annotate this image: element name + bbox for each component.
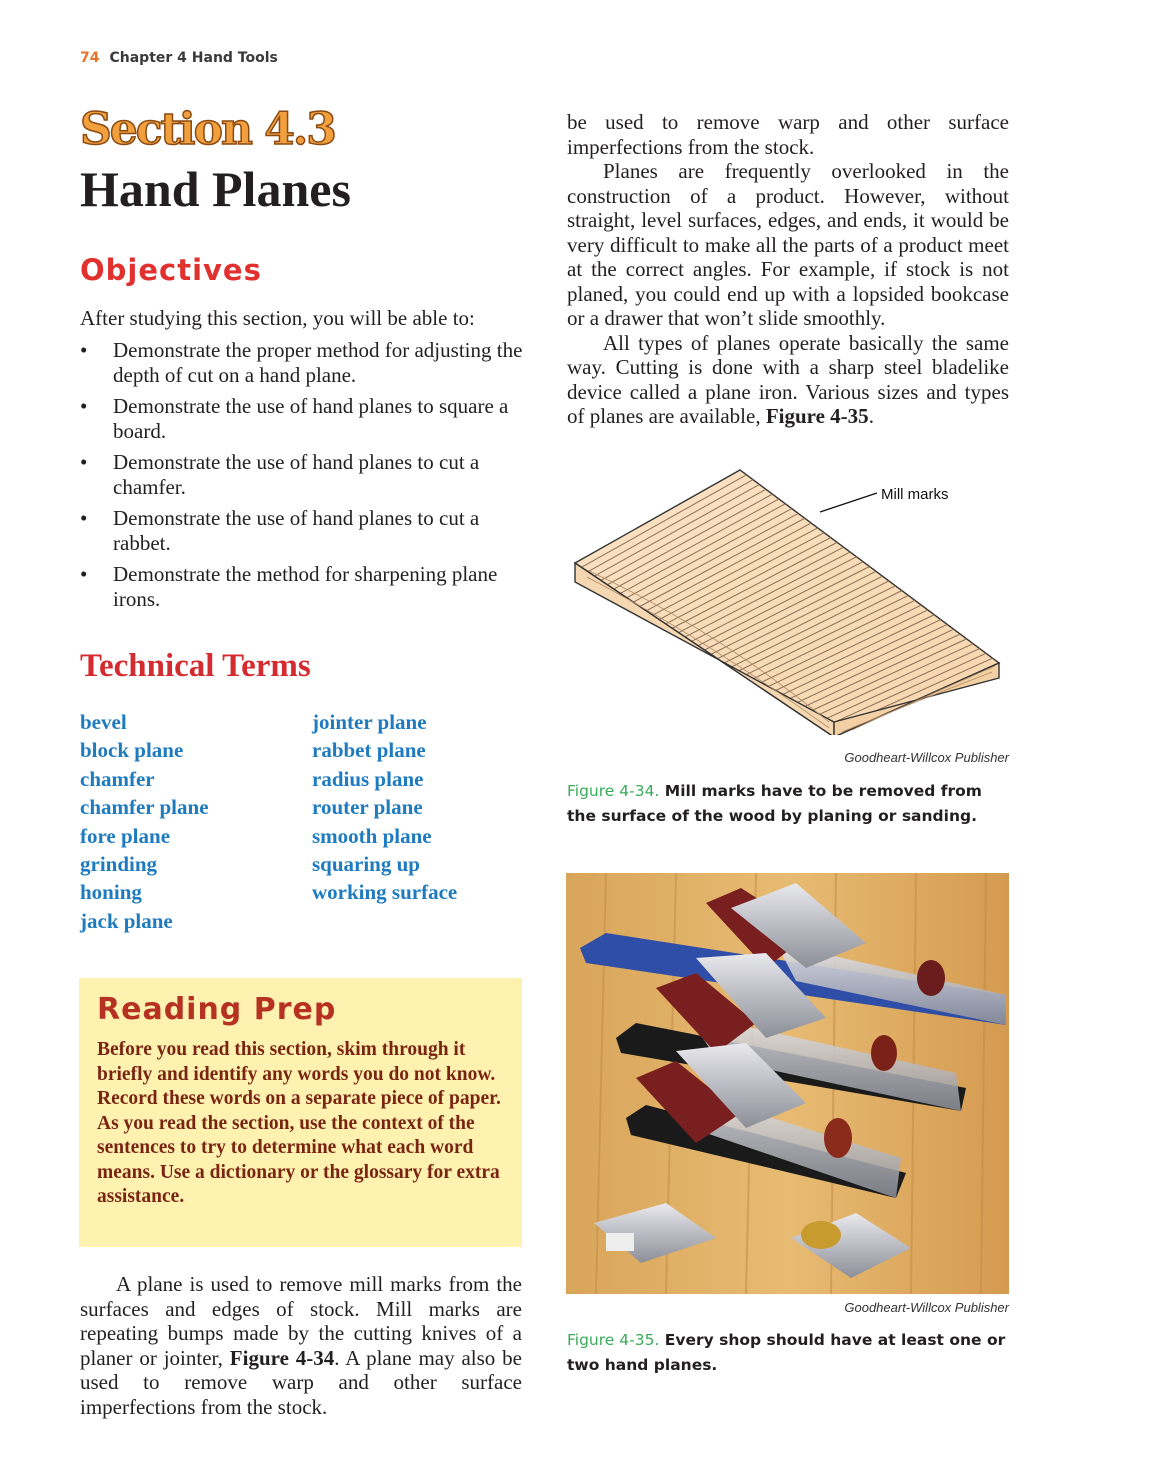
bullet: • (80, 394, 88, 418)
reading-prep-box (79, 978, 522, 1247)
term: bevel (80, 710, 127, 734)
section-title: Hand Planes (80, 161, 351, 217)
figure-4-34-credit: Goodheart-Willcox Publisher (844, 750, 1009, 765)
chapter-title: Chapter 4 Hand Tools (109, 50, 278, 66)
objectives-heading: Objectives (80, 253, 262, 287)
objective-item: • Demonstrate the method for sharpening plane irons. (80, 562, 498, 611)
bullet: • (80, 506, 88, 530)
term: smooth plane (312, 823, 432, 848)
term: chamfer (80, 766, 155, 791)
figure-reference: Figure 4-35 (765, 404, 869, 428)
bullet: • (80, 338, 88, 362)
objective-item: • Demonstrate the use of hand planes to square a board. (80, 394, 509, 443)
reading-prep-text: Before you read this section, skim through it briefly and identify any words you do not know. Record these words on a separate piece of paper. As you read the section, use the context of the sentences to try to determine what each word means. Use a dictionary or the glossary for extra assistance. (97, 1039, 501, 1207)
term: router plane (312, 795, 423, 820)
objective-item: • Demonstrate the proper method for adjusting the depth of cut on a hand plane. (80, 338, 523, 387)
term: working surface (312, 880, 458, 905)
board-with-mill-marks-icon (567, 460, 1009, 735)
caption-text: Every shop should have at least one or two hand planes. (567, 1331, 1006, 1374)
figure-4-34-caption (567, 779, 1009, 829)
objective-item: • Demonstrate the use of hand planes to cut a chamfer. (80, 450, 480, 499)
caption-text: Mill marks have to be removed from the surface of the wood by planing or sanding. (567, 782, 982, 825)
figure-number: Figure 4-35. (567, 1331, 660, 1349)
reading-prep-heading: Reading Prep (97, 992, 337, 1027)
figure-number: Figure 4-34. (567, 782, 660, 800)
term: squaring up (312, 851, 420, 876)
hand-planes-photo-icon (566, 873, 1009, 1294)
bullet: • (80, 562, 88, 586)
body-paragraph-3: All types of planes operate basically the same way. Cutting is done with a sharp steel bladelike device called a plane iron. Various sizes and types of planes are available, Figure 4-35. (567, 330, 1009, 428)
right-column-text (567, 110, 1009, 429)
running-header (80, 50, 278, 66)
body-paragraph-1: A plane is used to remove mill marks from the surfaces and edges of stock. Mill marks are repeating bumps made by the cutting knives of a planer or jointer, Figure 4-34. A plane may also be used to remove warp and other surface imperfections from the stock. (80, 1272, 522, 1419)
objectives-list (80, 338, 530, 618)
figure-reference: Figure 4-34 (229, 1345, 335, 1370)
terms-column-2 (312, 708, 457, 907)
figure-4-34-illustration (567, 460, 1009, 735)
term: jointer plane (312, 710, 427, 734)
term: chamfer plane (80, 795, 209, 820)
body-paragraph-2: Planes are frequently overlooked in the construction of a product. However, without straight, level surfaces, edges, and ends, it would be very difficult to make all the parts of a product meet at the correct angles. For example, if stock is not planed, you could end up with a lopsided bookcase or a drawer that won’t slide smoothly. (567, 159, 1009, 330)
callout-label: Mill marks (881, 486, 949, 503)
body-paragraph-1-continued: be used to remove warp and other surface imperfections from the stock. (567, 110, 1009, 159)
bullet: • (80, 450, 88, 474)
technical-terms-heading: Technical Terms (80, 648, 311, 684)
objectives-intro: After studying this section, you will be able to: (80, 306, 475, 330)
term: rabbet plane (312, 738, 426, 763)
term: jack plane (80, 908, 173, 933)
section-number: Section 4.3 (80, 104, 335, 155)
term: honing (80, 880, 142, 905)
objective-item: • Demonstrate the use of hand planes to cut a rabbet. (80, 506, 480, 555)
term: fore plane (80, 823, 171, 848)
term: grinding (80, 851, 158, 876)
figure-4-35-caption (567, 1328, 1009, 1378)
term: block plane (80, 738, 184, 763)
term: radius plane (312, 766, 424, 791)
terms-column-1 (80, 708, 209, 935)
figure-4-35-photo (566, 873, 1009, 1294)
figure-4-35-credit: Goodheart-Willcox Publisher (844, 1300, 1009, 1315)
page-number: 74 (80, 50, 100, 66)
